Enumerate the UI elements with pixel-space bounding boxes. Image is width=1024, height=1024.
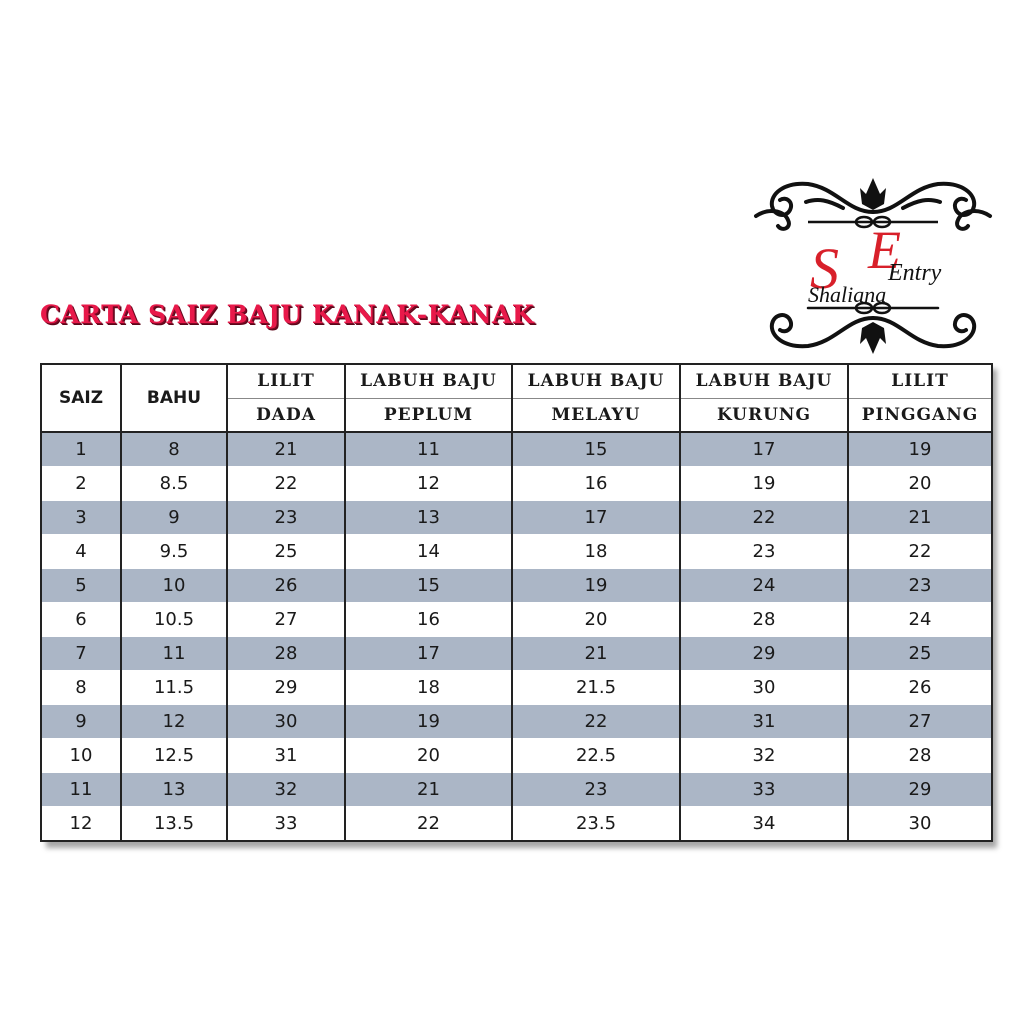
- cell-bahu: 12: [121, 705, 227, 739]
- cell-labuh-peplum: 18: [345, 671, 512, 705]
- cell-lilit-dada: 33: [227, 807, 345, 842]
- header-bahu: BAHU: [121, 364, 227, 432]
- cell-lilit-pinggang: 25: [848, 637, 992, 671]
- cell-labuh-kurung: 32: [680, 739, 848, 773]
- cell-lilit-dada: 30: [227, 705, 345, 739]
- cell-labuh-melayu: 18: [512, 535, 680, 569]
- cell-labuh-peplum: 21: [345, 773, 512, 807]
- cell-saiz: 11: [41, 773, 121, 807]
- logo-word-entry: Entry: [888, 260, 942, 286]
- cell-lilit-dada: 26: [227, 569, 345, 603]
- cell-labuh-melayu: 19: [512, 569, 680, 603]
- cell-labuh-kurung: 30: [680, 671, 848, 705]
- cell-labuh-melayu: 15: [512, 432, 680, 467]
- cell-bahu: 13.5: [121, 807, 227, 842]
- cell-lilit-pinggang: 27: [848, 705, 992, 739]
- cell-labuh-kurung: 23: [680, 535, 848, 569]
- table-row: [41, 705, 992, 739]
- cell-lilit-dada: 28: [227, 637, 345, 671]
- header-labuh-kurung-top: LABUH BAJU: [680, 364, 848, 398]
- cell-saiz: 7: [41, 637, 121, 671]
- table-row: [41, 569, 992, 603]
- cell-labuh-melayu: 23: [512, 773, 680, 807]
- ornament-top-crest-icon: [860, 178, 886, 210]
- cell-labuh-melayu: 23.5: [512, 807, 680, 842]
- cell-saiz: 10: [41, 739, 121, 773]
- cell-labuh-kurung: 24: [680, 569, 848, 603]
- cell-bahu: 13: [121, 773, 227, 807]
- cell-lilit-pinggang: 30: [848, 807, 992, 842]
- table-row: [41, 739, 992, 773]
- cell-saiz: 12: [41, 807, 121, 842]
- cell-labuh-kurung: 31: [680, 705, 848, 739]
- header-labuh-melayu-bottom: MELAYU: [512, 398, 680, 432]
- header-labuh-melayu-top: LABUH BAJU: [512, 364, 680, 398]
- cell-bahu: 11.5: [121, 671, 227, 705]
- table-row: [41, 603, 992, 637]
- cell-saiz: 9: [41, 705, 121, 739]
- cell-labuh-peplum: 12: [345, 467, 512, 501]
- chart-title: CARTA SAIZ BAJU KANAK-KANAK: [40, 300, 535, 329]
- header-labuh-kurung-bottom: KURUNG: [680, 398, 848, 432]
- cell-labuh-kurung: 29: [680, 637, 848, 671]
- cell-lilit-pinggang: 19: [848, 432, 992, 467]
- table-row: [41, 432, 992, 467]
- cell-saiz: 8: [41, 671, 121, 705]
- cell-labuh-peplum: 19: [345, 705, 512, 739]
- cell-lilit-dada: 31: [227, 739, 345, 773]
- cell-bahu: 8.5: [121, 467, 227, 501]
- cell-saiz: 6: [41, 603, 121, 637]
- cell-labuh-peplum: 11: [345, 432, 512, 467]
- cell-labuh-melayu: 21.5: [512, 671, 680, 705]
- table-row: [41, 535, 992, 569]
- cell-lilit-dada: 21: [227, 432, 345, 467]
- header-labuh-peplum-bottom: PEPLUM: [345, 398, 512, 432]
- cell-labuh-peplum: 20: [345, 739, 512, 773]
- cell-labuh-kurung: 33: [680, 773, 848, 807]
- cell-labuh-peplum: 14: [345, 535, 512, 569]
- cell-lilit-pinggang: 26: [848, 671, 992, 705]
- cell-labuh-kurung: 19: [680, 467, 848, 501]
- cell-labuh-kurung: 34: [680, 807, 848, 842]
- cell-labuh-kurung: 17: [680, 432, 848, 467]
- table-row: [41, 637, 992, 671]
- cell-saiz: 4: [41, 535, 121, 569]
- header-lilit-dada-top: LILIT: [227, 364, 345, 398]
- cell-bahu: 12.5: [121, 739, 227, 773]
- cell-saiz: 2: [41, 467, 121, 501]
- header-lilit-dada-bottom: DADA: [227, 398, 345, 432]
- header-saiz: SAIZ: [41, 364, 121, 432]
- cell-lilit-pinggang: 29: [848, 773, 992, 807]
- cell-labuh-melayu: 22: [512, 705, 680, 739]
- cell-labuh-peplum: 13: [345, 501, 512, 535]
- ornament-bottom-crest-icon: [860, 322, 886, 354]
- table-row: [41, 773, 992, 807]
- cell-lilit-dada: 29: [227, 671, 345, 705]
- cell-labuh-melayu: 20: [512, 603, 680, 637]
- cell-bahu: 9: [121, 501, 227, 535]
- cell-lilit-dada: 22: [227, 467, 345, 501]
- header-labuh-peplum-top: LABUH BAJU: [345, 364, 512, 398]
- cell-labuh-kurung: 28: [680, 603, 848, 637]
- logo-word-shaliana: Shaliana: [808, 282, 887, 307]
- table-row: [41, 807, 992, 842]
- table-row: [41, 671, 992, 705]
- cell-labuh-kurung: 22: [680, 501, 848, 535]
- cell-bahu: 8: [121, 432, 227, 467]
- cell-lilit-pinggang: 20: [848, 467, 992, 501]
- cell-labuh-peplum: 16: [345, 603, 512, 637]
- table-row: [41, 501, 992, 535]
- cell-lilit-dada: 32: [227, 773, 345, 807]
- cell-lilit-pinggang: 23: [848, 569, 992, 603]
- table-body: [41, 432, 992, 841]
- cell-labuh-melayu: 16: [512, 467, 680, 501]
- size-table: [40, 363, 991, 842]
- cell-saiz: 1: [41, 432, 121, 467]
- cell-bahu: 10: [121, 569, 227, 603]
- brand-logo: [748, 168, 998, 358]
- cell-bahu: 11: [121, 637, 227, 671]
- cell-labuh-melayu: 21: [512, 637, 680, 671]
- cell-saiz: 3: [41, 501, 121, 535]
- logo-letter-e: E: [868, 220, 901, 280]
- cell-lilit-pinggang: 21: [848, 501, 992, 535]
- cell-labuh-melayu: 22.5: [512, 739, 680, 773]
- cell-lilit-dada: 27: [227, 603, 345, 637]
- header-lilit-pinggang-top: LILIT: [848, 364, 992, 398]
- cell-labuh-peplum: 17: [345, 637, 512, 671]
- cell-lilit-dada: 25: [227, 535, 345, 569]
- cell-labuh-melayu: 17: [512, 501, 680, 535]
- cell-bahu: 10.5: [121, 603, 227, 637]
- cell-labuh-peplum: 22: [345, 807, 512, 842]
- cell-lilit-dada: 23: [227, 501, 345, 535]
- cell-bahu: 9.5: [121, 535, 227, 569]
- cell-lilit-pinggang: 24: [848, 603, 992, 637]
- cell-saiz: 5: [41, 569, 121, 603]
- logo-letter-s: S: [810, 236, 839, 301]
- cell-lilit-pinggang: 28: [848, 739, 992, 773]
- table-row: [41, 467, 992, 501]
- cell-lilit-pinggang: 22: [848, 535, 992, 569]
- header-lilit-pinggang-bottom: PINGGANG: [848, 398, 992, 432]
- cell-labuh-peplum: 15: [345, 569, 512, 603]
